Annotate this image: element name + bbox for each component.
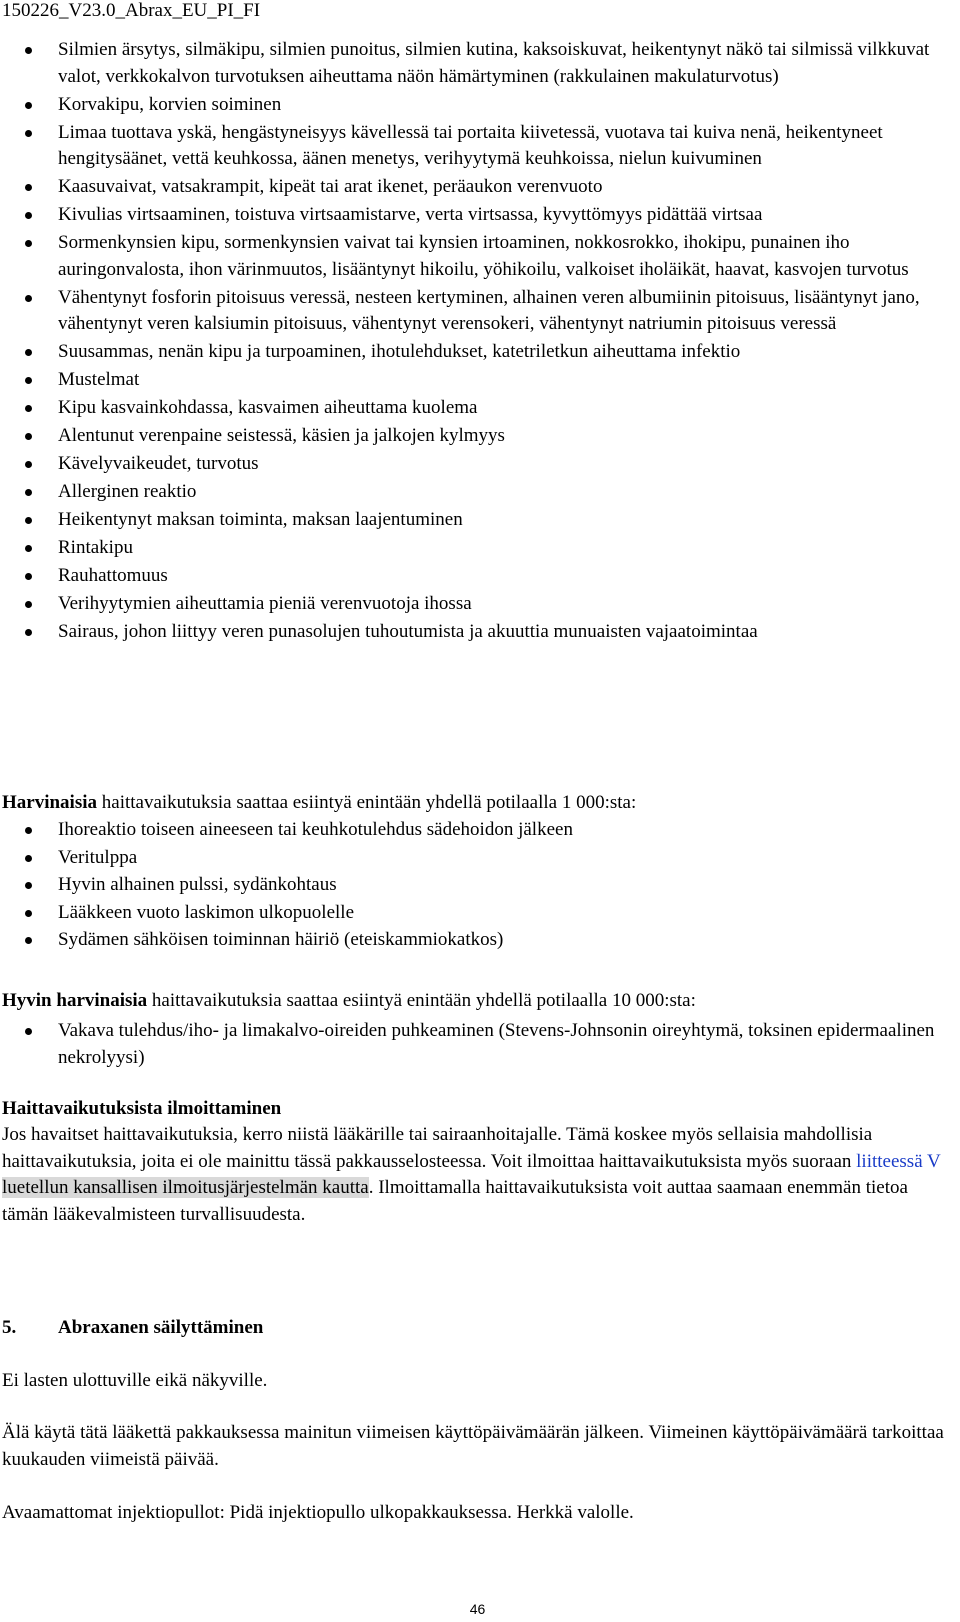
bullet-icon [25, 937, 32, 944]
bullet-icon [25, 461, 32, 468]
list-item: Verihyytymien aiheuttamia pieniä verenvuotoja ihossa [0, 591, 955, 618]
list-item: Kipu kasvainkohdassa, kasvaimen aiheuttama kuolema [0, 395, 955, 422]
list-item: Alentunut verenpaine seistessä, käsien ja jalkojen kylmyys [0, 423, 955, 450]
bullet-icon [25, 102, 32, 109]
section-title: Abraxanen säilyttäminen [58, 1317, 264, 1338]
bullet-icon [25, 855, 32, 862]
reporting-paragraph: Jos havaitset haittavaikutuksia, kerro niistä lääkärille tai sairaanhoitajalle. Tämä koskee myös sellaisia mahdollisia haittavaikutuksia, joita ei ole mainittu tässä pakkausselosteessa. Voit ilmoittaa haittavaikutuksista myös suoraan liitteessä V luetellun kansallisen ilmoitusjärjestelmän kautta. Ilmoittamalla haittavaikutuksista voit auttaa saamaan enemmän tietoa tämän lääkevalmisteen turvallisuudesta. [2, 1124, 941, 1225]
list-item: Rintakipu [0, 535, 955, 562]
bullet-icon [25, 827, 32, 834]
list-item: Heikentynyt maksan toiminta, maksan laajentuminen [0, 507, 955, 534]
bullet-icon [25, 910, 32, 917]
list-item: Mustelmat [0, 367, 955, 394]
bullet-icon [25, 629, 32, 636]
list-item: Suusammas, nenän kipu ja turpoaminen, ihotulehdukset, katetriletkun aiheuttama infektio [0, 339, 955, 366]
rare-intro-text: haittavaikutuksia saattaa esiintyä enintään yhdellä potilaalla 1 000:sta: [97, 792, 637, 813]
list-item: Veritulppa [0, 845, 955, 872]
list-item: Ihoreaktio toiseen aineeseen tai keuhkotulehdus sädehoidon jälkeen [0, 817, 955, 844]
bullet-icon [25, 433, 32, 440]
bullet-icon [25, 47, 32, 54]
bullet-icon [25, 882, 32, 889]
list-item: Hyvin alhainen pulssi, sydänkohtaus [0, 872, 955, 899]
bullet-icon [25, 573, 32, 580]
document-id-header: 150226_V23.0_Abrax_EU_PI_FI [2, 0, 261, 21]
bullet-icon [25, 349, 32, 356]
list-item: Rauhattomuus [0, 563, 955, 590]
list-item: Sydämen sähköisen toiminnan häiriö (eteiskammiokatkos) [0, 927, 955, 954]
page-number: 46 [469, 1601, 486, 1617]
bullet-icon [25, 517, 32, 524]
list-item: Limaa tuottava yskä, hengästyneisyys kävellessä tai portaita kiivetessä, vuotava tai kuiva nenä, heikentyneet hengitysäänet, vettä keuhkossa, äänen menetys, verihyytymä keuhkoissa, nielun kuivuminen [0, 120, 955, 173]
rare-effects-intro [2, 790, 952, 817]
bullet-icon [25, 1028, 32, 1035]
very-rare-intro-text: haittavaikutuksia saattaa esiintyä enintään yhdellä potilaalla 10 000:sta: [147, 990, 696, 1011]
list-item: Korvakipu, korvien soiminen [0, 92, 955, 119]
bullet-icon [25, 240, 32, 247]
highlighted-text: luetellun kansallisen ilmoitusjärjestelmän kautta [2, 1177, 369, 1198]
bullet-icon [25, 212, 32, 219]
rare-label: Harvinaisia [2, 792, 98, 813]
very-rare-effects-intro [2, 988, 952, 1015]
list-item: Silmien ärsytys, silmäkipu, silmien punoitus, silmien kutina, kaksoiskuvat, heikentynyt näkö tai silmissä vilkkuvat valot, verkkokalvon turvotuksen aiheuttama näön hämärtyminen (rakkulainen makulaturvotus) [0, 37, 955, 90]
bullet-icon [25, 377, 32, 384]
bullet-icon [25, 601, 32, 608]
rare-side-effects-list [0, 817, 955, 955]
annex-v-link[interactable]: liitteessä V [856, 1150, 941, 1172]
list-item: Vakava tulehdus/iho- ja limakalvo-oireiden puhkeaminen (Stevens-Johnsonin oireyhtymä, toksinen epidermaalinen nekrolyysi) [0, 1018, 955, 1071]
bullet-icon [25, 489, 32, 496]
list-item: Vähentynyt fosforin pitoisuus veressä, nesteen kertyminen, alhainen veren albumiinin pitoisuus, lisääntynyt jano, vähentynyt veren kalsiumin pitoisuus, vähentynyt verensokeri, vähentynyt natriumin pitoisuus veressä [0, 285, 955, 338]
section-number: 5. [2, 1317, 17, 1338]
very-rare-label: Hyvin harvinaisia [2, 990, 148, 1011]
list-item: Kivulias virtsaaminen, toistuva virtsaamistarve, verta virtsassa, kyvyttömyys pidättää virtsaa [0, 202, 955, 229]
storage-paragraph-1: Ei lasten ulottuville eikä näkyville. [2, 1370, 268, 1391]
list-item: Sormenkynsien kipu, sormenkynsien vaivat tai kynsien irtoaminen, nokkosrokko, ihokipu, punainen iho auringonvalosta, ihon värinmuutos, lisääntynyt hikoilu, yöhikoilu, valkoiset iholäikät, haavat, kasvojen turvotus [0, 230, 955, 283]
bullet-icon [25, 130, 32, 137]
bullet-icon [25, 545, 32, 552]
list-item: Allerginen reaktio [0, 479, 955, 506]
reporting-heading: Haittavaikutuksista ilmoittaminen [2, 1098, 282, 1119]
list-item: Kävelyvaikeudet, turvotus [0, 451, 955, 478]
bullet-icon [25, 295, 32, 302]
bullet-icon [25, 405, 32, 412]
list-item: Sairaus, johon liittyy veren punasolujen tuhoutumista ja akuuttia munuaisten vajaatoimintaa [0, 619, 955, 646]
storage-paragraph-2: Älä käytä tätä lääkettä pakkauksessa mainitun viimeisen käyttöpäivämäärän jälkeen. Viimeinen käyttöpäivämäärä tarkoittaa kuukauden viimeistä päivää. [2, 1422, 944, 1470]
list-item: Kaasuvaivat, vatsakrampit, kipeät tai arat ikenet, peräaukon verenvuoto [0, 174, 955, 201]
common-side-effects-list [0, 37, 955, 647]
very-rare-side-effects-list [0, 1018, 955, 1071]
bullet-icon [25, 184, 32, 191]
storage-paragraph-3: Avaamattomat injektiopullot: Pidä injektiopullo ulkopakkauksessa. Herkkä valolle. [2, 1502, 634, 1523]
list-item: Lääkkeen vuoto laskimon ulkopuolelle [0, 900, 955, 927]
